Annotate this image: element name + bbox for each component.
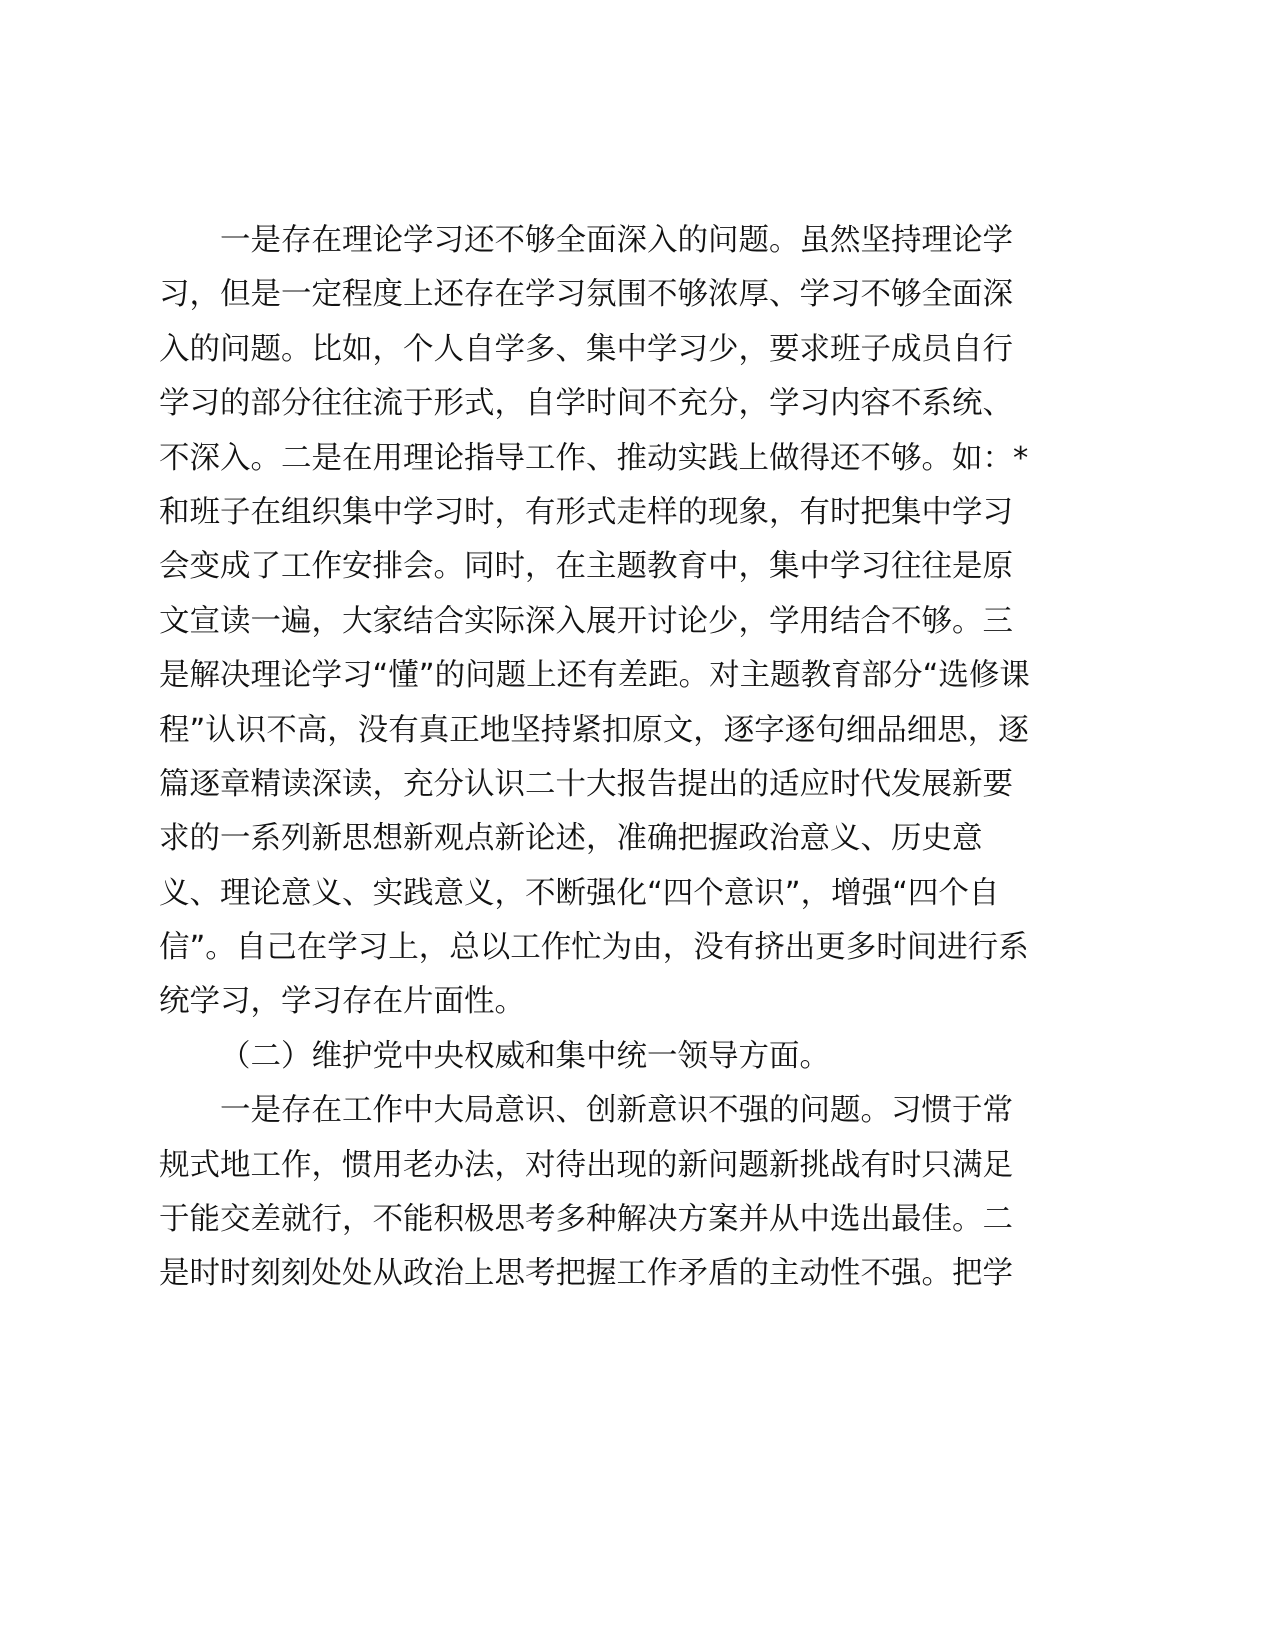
paragraph-1-line-5: 不深入。二是在用理论指导工作、推动实践上做得还不够。如：*: [159, 440, 1029, 476]
paragraph-1-line-11: 篇逐章精读深读，充分认识二十大报告提出的适应时代发展新要: [159, 766, 1013, 802]
paragraph-2-line-4: 是时时刻刻处处从政治上思考把握工作矛盾的主动性不强。把学: [159, 1256, 1013, 1292]
paragraph-1-line-15: 统学习，学习存在片面性。: [159, 984, 525, 1020]
paragraph-1-line-4: 学习的部分往往流于形式，自学时间不充分，学习内容不系统、: [159, 386, 1013, 422]
paragraph-1-line-9: 是解决理论学习“懂”的问题上还有差距。对主题教育部分“选修课: [159, 658, 1030, 694]
paragraph-1-line-2: 习，但是一定程度上还存在学习氛围不够浓厚、学习不够全面深: [159, 277, 1013, 313]
paragraph-2-line-3: 于能交差就行，不能积极思考多种解决方案并从中选出最佳。二: [159, 1202, 1013, 1238]
paragraph-1-line-12: 求的一系列新思想新观点新论述，准确把握政治意义、历史意: [159, 821, 983, 857]
paragraph-1-line-13: 义、理论意义、实践意义，不断强化“四个意识”，增强“四个自: [159, 875, 1000, 911]
paragraph-1-line-7: 会变成了工作安排会。同时，在主题教育中，集中学习往往是原: [159, 549, 1013, 585]
paragraph-2-line-2: 规式地工作，惯用老办法，对待出现的新问题新挑战有时只满足: [159, 1147, 1013, 1183]
paragraph-1-line-10: 程”认识不高，没有真正地坚持紧扣原文，逐字逐句细品细思，逐: [159, 712, 1029, 748]
paragraph-1-line-6: 和班子在组织集中学习时，有形式走样的现象，有时把集中学习: [159, 494, 1013, 530]
section-heading: （二）维护党中央权威和集中统一领导方面。: [220, 1038, 830, 1074]
paragraph-1-line-8: 文宣读一遍，大家结合实际深入展开讨论少，学用结合不够。三: [159, 603, 1013, 639]
paragraph-1-line-3: 入的问题。比如，个人自学多、集中学习少，要求班子成员自行: [159, 331, 1013, 367]
paragraph-1-line-1: 一是存在理论学习还不够全面深入的问题。虽然坚持理论学: [220, 223, 1013, 258]
paragraph-1-line-14: 信”。自己在学习上，总以工作忙为由，没有挤出更多时间进行系: [159, 930, 1029, 966]
document-body: [159, 214, 1071, 1302]
paragraph-2-line-1: 一是存在工作中大局意识、创新意识不强的问题。习惯于常: [220, 1093, 1013, 1129]
